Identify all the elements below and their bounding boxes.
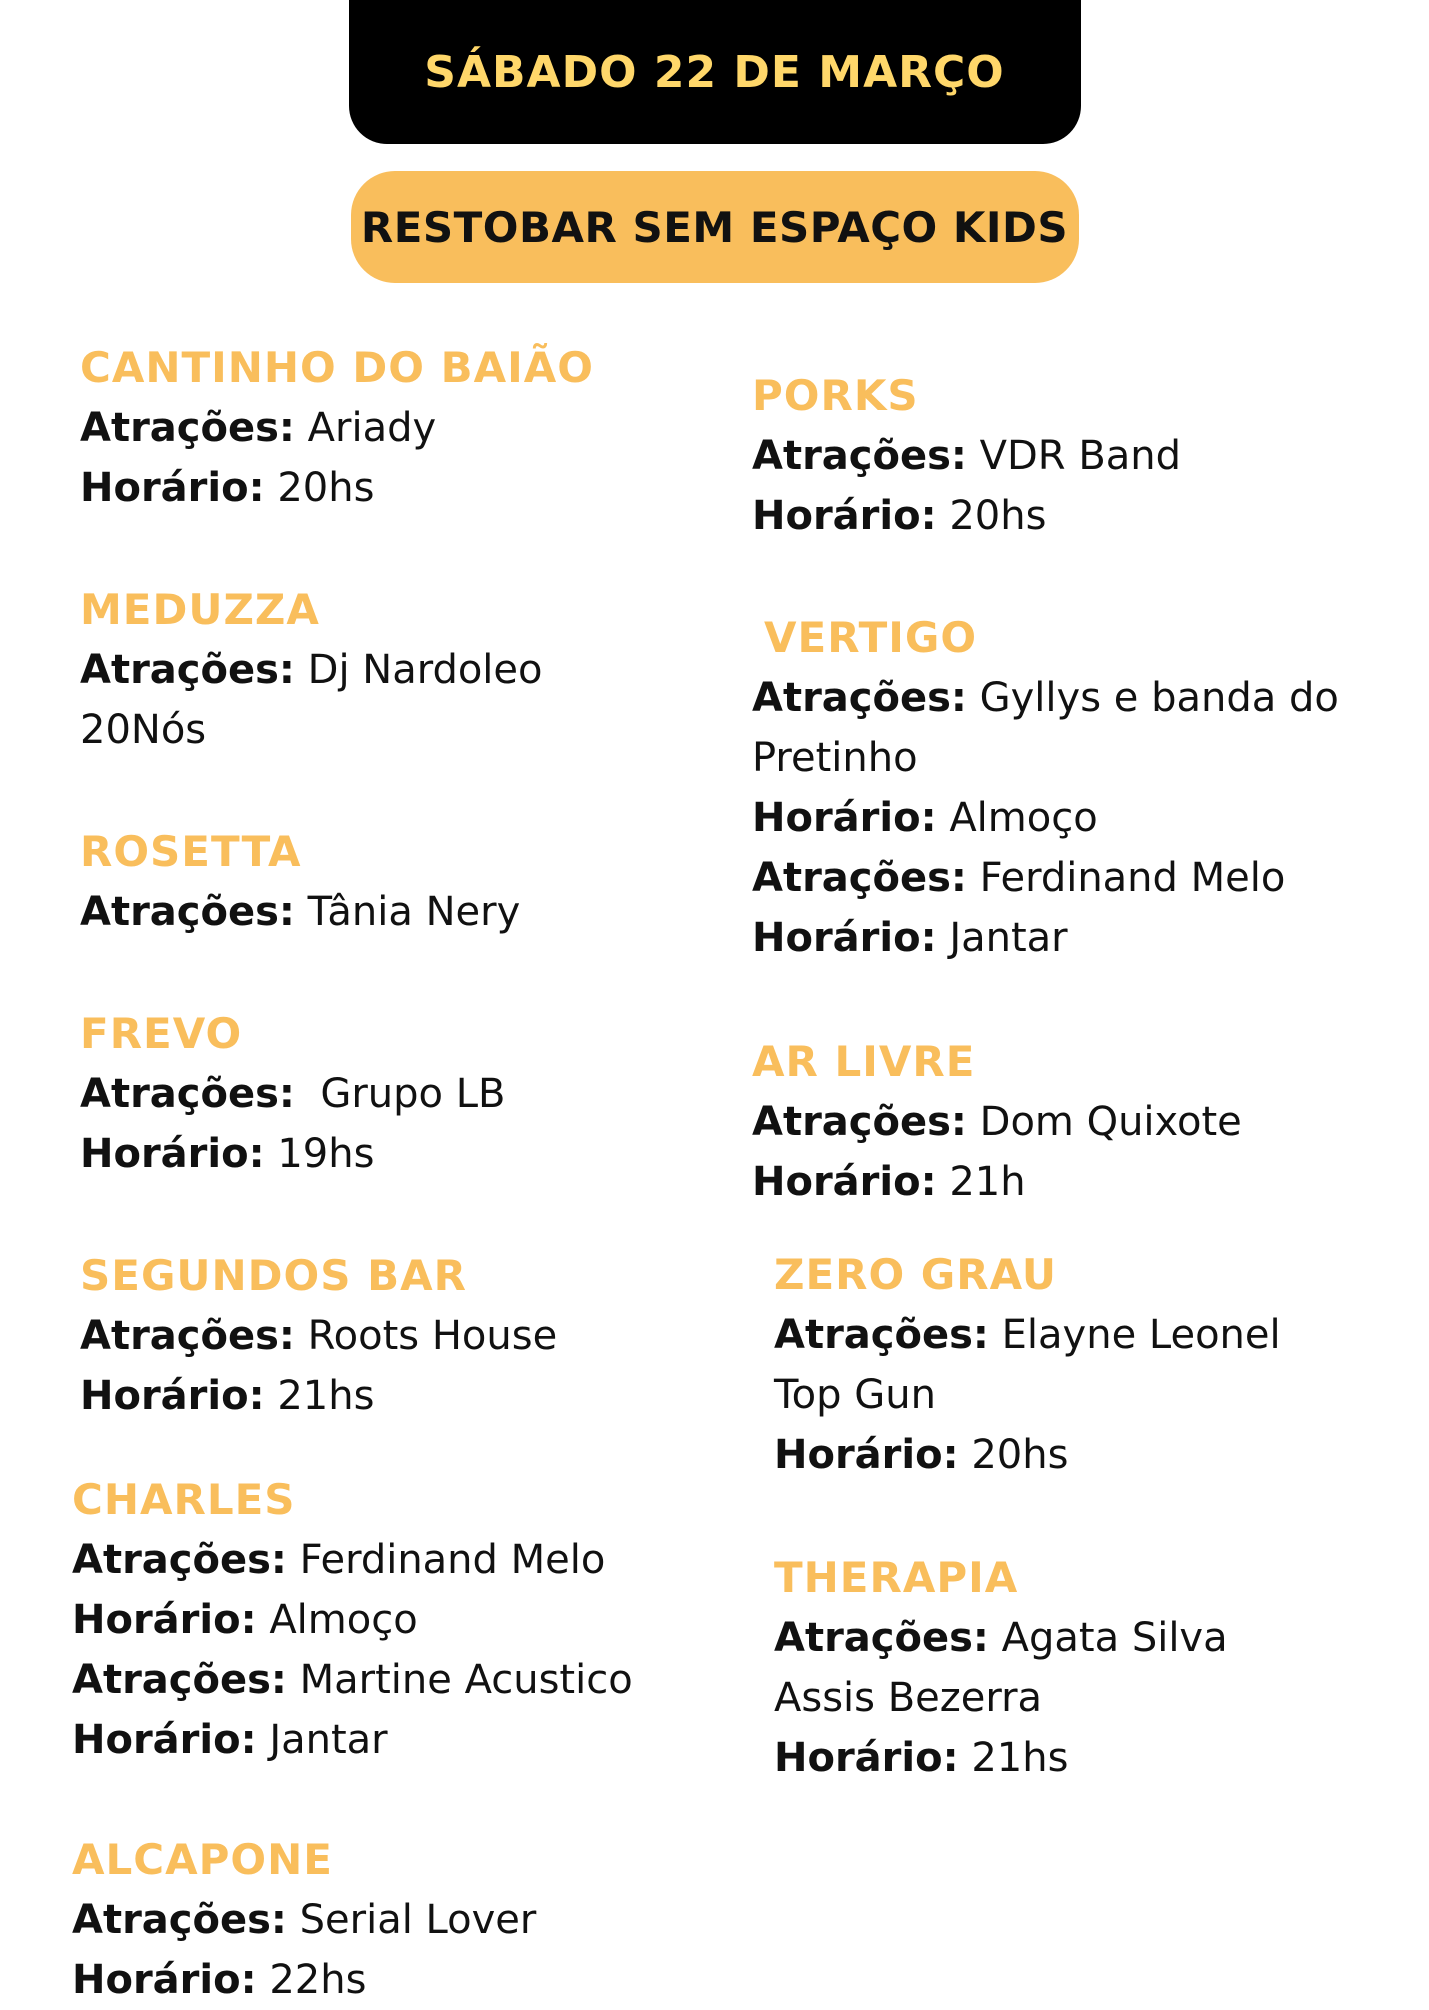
date-title: SÁBADO 22 DE MARÇO xyxy=(424,46,1005,98)
time-value: 20hs xyxy=(277,465,375,511)
attraction-label: Atrações: xyxy=(774,1615,989,1661)
time-label: Horário: xyxy=(80,1373,265,1419)
attraction-label: Atrações: xyxy=(752,1099,967,1145)
time-row xyxy=(80,1366,557,1426)
venue-name: VERTIGO xyxy=(764,613,978,662)
venue-name: AR LIVRE xyxy=(752,1037,976,1086)
time-row xyxy=(774,1728,1228,1788)
attraction-value: Martine Acustico xyxy=(299,1657,633,1703)
venue-zero-grau xyxy=(774,1245,1281,1485)
time-value: 20hs xyxy=(971,1432,1069,1478)
attraction-continuation: Assis Bezerra xyxy=(774,1675,1043,1721)
venue-name: THERAPIA xyxy=(774,1553,1019,1602)
venue-alcapone xyxy=(72,1830,536,2010)
attraction-label: Atrações: xyxy=(72,1897,287,1943)
venue-name: PORKS xyxy=(752,371,919,420)
attraction-value: Tânia Nery xyxy=(307,889,521,935)
attraction-value: Serial Lover xyxy=(299,1897,537,1943)
attraction-continuation: Top Gun xyxy=(774,1372,936,1418)
time-label: Horário: xyxy=(752,1159,937,1205)
time-label: Horário: xyxy=(72,1597,257,1643)
time-row xyxy=(80,1124,505,1184)
time-value: 21h xyxy=(949,1159,1026,1205)
attraction-label: Atrações: xyxy=(752,675,967,721)
time-value: 19hs xyxy=(277,1131,375,1177)
venue-name: FREVO xyxy=(80,1009,243,1058)
time-label: Horário: xyxy=(80,465,265,511)
time-label: Horário: xyxy=(774,1432,959,1478)
venue-name: CHARLES xyxy=(72,1475,296,1524)
time-label: Horário: xyxy=(752,795,937,841)
time-row xyxy=(752,1152,1242,1212)
time-label: Horário: xyxy=(752,493,937,539)
attraction-row xyxy=(72,1650,633,1710)
time-value: 21hs xyxy=(971,1735,1069,1781)
attraction-value: Ferdinand Melo xyxy=(979,855,1286,901)
time-row xyxy=(80,458,594,518)
venue-name: CANTINHO DO BAIÃO xyxy=(80,343,594,392)
attraction-row xyxy=(80,882,520,942)
attraction-row xyxy=(80,398,594,458)
attraction-row xyxy=(752,668,1339,728)
time-row xyxy=(72,1950,536,2010)
attraction-label: Atrações: xyxy=(774,1312,989,1358)
time-row xyxy=(72,1710,633,1770)
time-row xyxy=(752,908,1339,968)
venue-segundos-bar xyxy=(80,1246,557,1426)
subtitle-banner xyxy=(351,171,1079,283)
attraction-value: Agata Silva xyxy=(1001,1615,1228,1661)
time-label: Horário: xyxy=(774,1735,959,1781)
time-value: Jantar xyxy=(269,1717,388,1763)
attraction-row xyxy=(752,1092,1242,1152)
attraction-label: Atrações: xyxy=(80,405,295,451)
time-value: 22hs xyxy=(269,1957,367,2003)
time-label: Horário: xyxy=(752,915,937,961)
time-value: 21hs xyxy=(277,1373,375,1419)
attraction-value: Elayne Leonel xyxy=(1001,1312,1281,1358)
attraction-label: Atrações: xyxy=(72,1657,287,1703)
time-label: Horário: xyxy=(80,1131,265,1177)
attraction-row xyxy=(752,426,1181,486)
attraction-row xyxy=(80,640,543,700)
attraction-label: Atrações: xyxy=(752,855,967,901)
time-value: 20hs xyxy=(949,493,1047,539)
attraction-value: Grupo LB xyxy=(307,1071,506,1117)
venue-name: MEDUZZA xyxy=(80,585,320,634)
attraction-value: Roots House xyxy=(307,1313,558,1359)
attraction-value: Ariady xyxy=(307,405,437,451)
time-label: Horário: xyxy=(72,1717,257,1763)
time-row xyxy=(774,1425,1281,1485)
venue-name: ALCAPONE xyxy=(72,1835,333,1884)
venue-frevo xyxy=(80,1004,505,1184)
attraction-value: Dj Nardoleo xyxy=(307,647,543,693)
attraction-value: Ferdinand Melo xyxy=(299,1537,606,1583)
time-row xyxy=(752,486,1181,546)
time-value: Almoço xyxy=(269,1597,418,1643)
venue-porks xyxy=(752,366,1181,546)
attraction-value: Gyllys e banda do xyxy=(979,675,1339,721)
attraction-label: Atrações: xyxy=(80,647,295,693)
attraction-row xyxy=(80,1306,557,1366)
venue-charles xyxy=(72,1470,633,1770)
attraction-label: Atrações: xyxy=(752,433,967,479)
venue-name: ROSETTA xyxy=(80,827,302,876)
attraction-row xyxy=(80,1064,505,1124)
venue-ar-livre xyxy=(752,1032,1242,1212)
attraction-row xyxy=(752,848,1339,908)
attraction-row xyxy=(774,1305,1281,1365)
subtitle-title: RESTOBAR SEM ESPAÇO KIDS xyxy=(360,202,1069,252)
attraction-label: Atrações: xyxy=(80,1313,295,1359)
time-label: Horário: xyxy=(72,1957,257,2003)
venue-name: SEGUNDOS BAR xyxy=(80,1251,467,1300)
attraction-value: VDR Band xyxy=(979,433,1182,479)
time-value: Jantar xyxy=(949,915,1068,961)
attraction-label: Atrações: xyxy=(72,1537,287,1583)
time-value: Almoço xyxy=(949,795,1098,841)
venue-name: ZERO GRAU xyxy=(774,1250,1057,1299)
venue-therapia xyxy=(774,1548,1228,1788)
venue-rosetta xyxy=(80,822,520,942)
attraction-row xyxy=(72,1890,536,1950)
time-row xyxy=(752,788,1339,848)
date-banner xyxy=(349,0,1081,144)
attraction-continuation: Pretinho xyxy=(752,735,918,781)
attraction-label: Atrações: xyxy=(80,889,295,935)
venue-vertigo xyxy=(752,608,1339,968)
venue-cantinho-do-baiao xyxy=(80,338,594,518)
venue-meduzza xyxy=(80,580,543,760)
attraction-row xyxy=(72,1530,633,1590)
attraction-continuation: 20Nós xyxy=(80,707,207,753)
attraction-label: Atrações: xyxy=(80,1071,295,1117)
attraction-value: Dom Quixote xyxy=(979,1099,1242,1145)
attraction-row xyxy=(774,1608,1228,1668)
time-row xyxy=(72,1590,633,1650)
